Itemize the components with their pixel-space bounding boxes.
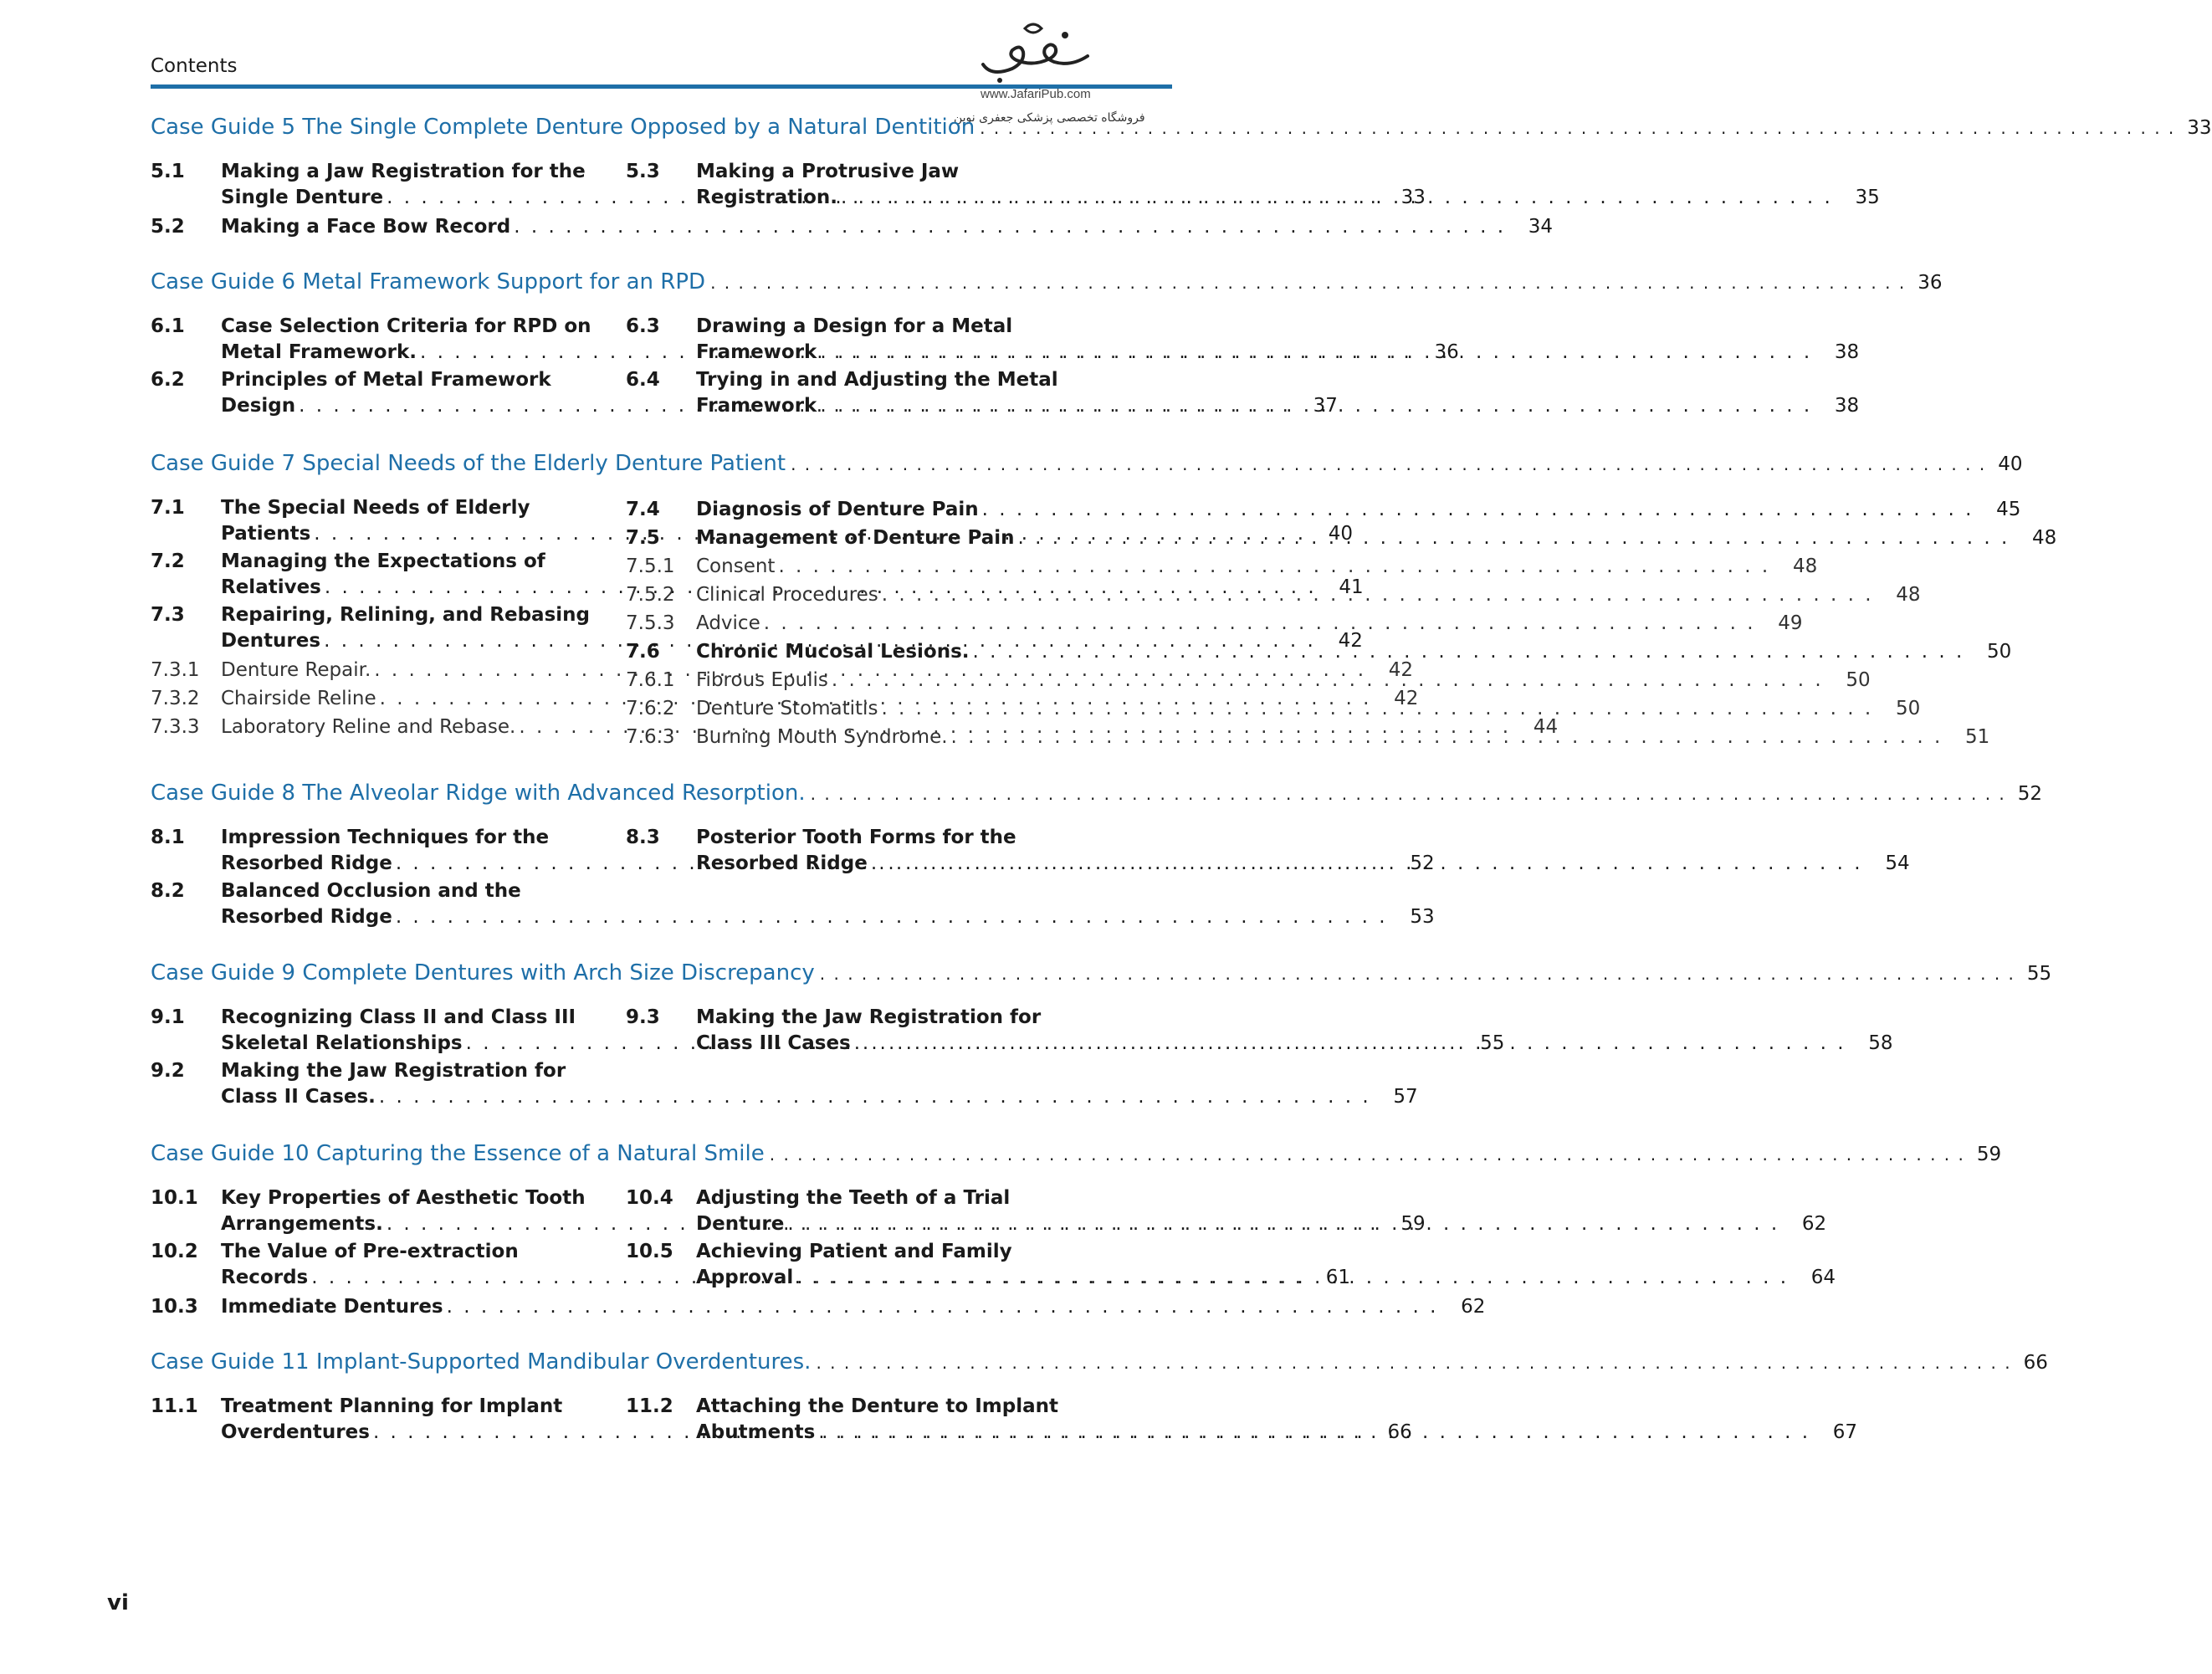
entry-number: 10.2 bbox=[151, 1241, 198, 1262]
leader-dots bbox=[881, 694, 1873, 723]
entry-page: 42 bbox=[1338, 630, 1363, 652]
entry-page: 52 bbox=[1410, 852, 1435, 874]
entry-page: 33 bbox=[1400, 187, 1426, 208]
leader-dots bbox=[951, 723, 1943, 751]
leader-dots bbox=[796, 1265, 1789, 1291]
toc-entry[interactable] bbox=[151, 212, 1554, 241]
toc-subentry[interactable] bbox=[626, 609, 1803, 637]
entry-title: Class II Cases. bbox=[221, 1086, 376, 1108]
case-guide-section bbox=[151, 1349, 2048, 1447]
entry-number: 7.6.1 bbox=[626, 669, 675, 691]
entry-title: Relatives bbox=[221, 576, 321, 598]
entry-page: 42 bbox=[1388, 659, 1414, 681]
entry-title: Dentures bbox=[221, 630, 321, 652]
entry-title-line1: Adjusting the Teeth of a Trial bbox=[696, 1187, 1011, 1209]
entry-number: 5.1 bbox=[151, 161, 185, 182]
entry-title: Metal Framework. bbox=[221, 341, 417, 363]
entry-number: 5.3 bbox=[626, 161, 660, 182]
case-guide-section bbox=[151, 1141, 2002, 1321]
entry-number: 7.5.3 bbox=[626, 612, 675, 634]
entry-title-line1: Making a Protrusive Jaw bbox=[696, 161, 960, 182]
case-guide-title: Case Guide 9 Complete Dentures with Arch Size Discrepancy bbox=[151, 960, 815, 985]
entry-title: Registration. bbox=[696, 187, 837, 208]
entry-page: 62 bbox=[1801, 1213, 1827, 1235]
case-guide-section bbox=[151, 451, 2057, 751]
leader-dots bbox=[980, 118, 2175, 138]
entry-page: 45 bbox=[1996, 499, 2021, 520]
entry-number: 7.3 bbox=[151, 604, 185, 626]
leader-dots bbox=[811, 784, 2006, 804]
case-guide-section bbox=[151, 269, 1943, 421]
entry-number: 5.2 bbox=[151, 216, 185, 238]
leader-dots bbox=[832, 666, 1824, 694]
entry-title-line1: Attaching the Denture to Implant bbox=[696, 1395, 1058, 1417]
entry-page: 62 bbox=[1461, 1296, 1486, 1318]
entry-title: Denture bbox=[696, 1213, 785, 1235]
entry-title-line1: The Value of Pre-extraction bbox=[221, 1241, 519, 1262]
case-guide-section bbox=[151, 960, 2052, 1112]
leader-dots bbox=[791, 454, 1986, 474]
entry-number: 10.1 bbox=[151, 1187, 198, 1209]
entry-page: 67 bbox=[1832, 1421, 1858, 1443]
publisher-logo-icon bbox=[975, 18, 1100, 85]
entry-number: 6.1 bbox=[151, 315, 185, 337]
entry-title-line1: Making the Jaw Registration for bbox=[696, 1006, 1042, 1028]
entry-title-line1: Repairing, Relining, and Rebasing bbox=[221, 604, 590, 626]
entry-title: Chairside Reline bbox=[221, 688, 376, 709]
entry-page: 49 bbox=[1778, 612, 1803, 634]
watermark-store-name: فروشگاه تخصصی پزشکی جعفری نوین bbox=[954, 111, 1145, 125]
entry-page: 42 bbox=[1394, 688, 1419, 709]
entry-number: 7.2 bbox=[151, 550, 185, 572]
case-guide-heading[interactable] bbox=[151, 1141, 2002, 1171]
entry-title: Laboratory Reline and Rebase. bbox=[221, 716, 516, 738]
page-folio: vi bbox=[107, 1590, 129, 1615]
leader-dots bbox=[1018, 524, 2010, 552]
entry-page: 40 bbox=[1328, 523, 1354, 545]
entry-title-line1: Managing the Expectations of bbox=[221, 550, 545, 572]
toc-entry[interactable] bbox=[151, 1293, 1486, 1321]
entry-title: Abutments bbox=[696, 1421, 816, 1443]
leader-dots bbox=[973, 637, 1965, 666]
entry-page: 64 bbox=[1810, 1267, 1836, 1288]
entry-title: Framework bbox=[696, 341, 817, 363]
case-guide-page: 33 bbox=[2187, 117, 2212, 139]
entry-page: 36 bbox=[1434, 341, 1459, 363]
entry-title-line1: Principles of Metal Framework bbox=[221, 369, 551, 391]
entry-page: 41 bbox=[1339, 576, 1364, 598]
entry-title-line1: Drawing a Design for a Metal bbox=[696, 315, 1013, 337]
entry-title-line1: Trying in and Adjusting the Metal bbox=[696, 369, 1058, 391]
entry-number: 7.5 bbox=[626, 527, 660, 549]
entry-number: 7.3.3 bbox=[151, 716, 200, 738]
entry-page: 53 bbox=[1410, 906, 1435, 928]
entry-number: 7.5.1 bbox=[626, 555, 675, 577]
case-guide-title: Case Guide 11 Implant-Supported Mandibular Overdentures. bbox=[151, 1349, 812, 1375]
entry-title: Resorbed Ridge bbox=[696, 852, 868, 874]
case-guide-heading[interactable] bbox=[151, 1349, 2048, 1380]
entry-number: 8.2 bbox=[151, 880, 185, 902]
case-guide-section bbox=[151, 781, 2043, 932]
case-guide-title: Case Guide 5 The Single Complete Denture Opposed by a Natural Dentition bbox=[151, 115, 975, 140]
entry-number: 11.2 bbox=[626, 1395, 673, 1417]
leader-dots bbox=[770, 1144, 1965, 1165]
entry-title: Arrangements. bbox=[221, 1213, 383, 1235]
entry-title-line1: Treatment Planning for Implant bbox=[221, 1395, 563, 1417]
entry-title: Management of Denture Pain bbox=[696, 527, 1015, 549]
entry-title-line1: Impression Techniques for the bbox=[221, 827, 550, 848]
entry-page: 37 bbox=[1313, 395, 1338, 417]
entry-title: Class III Cases bbox=[696, 1032, 851, 1054]
toc-entry[interactable] bbox=[626, 495, 2021, 524]
toc-subentry[interactable] bbox=[626, 552, 1818, 581]
entry-page: 35 bbox=[1855, 187, 1880, 208]
entry-title: Clinical Procedures bbox=[696, 584, 878, 606]
entry-number: 9.2 bbox=[151, 1060, 185, 1082]
toc-entry[interactable] bbox=[151, 1058, 1418, 1110]
entry-title: Single Denture bbox=[221, 187, 384, 208]
entry-number: 7.4 bbox=[626, 499, 660, 520]
entry-title-line1: Case Selection Criteria for RPD on bbox=[221, 315, 591, 337]
leader-dots bbox=[882, 581, 1874, 609]
entry-title: Advice bbox=[696, 612, 760, 634]
leader-dots bbox=[816, 1353, 2011, 1373]
entry-number: 10.4 bbox=[626, 1187, 673, 1209]
entry-number: 7.1 bbox=[151, 497, 185, 519]
entry-number: 7.6.2 bbox=[626, 698, 675, 719]
case-guide-heading[interactable] bbox=[151, 960, 2052, 991]
entry-number: 10.5 bbox=[626, 1241, 673, 1262]
entry-title: Skeletal Relationships bbox=[221, 1032, 463, 1054]
entry-title: Burning Mouth Syndrome. bbox=[696, 726, 948, 748]
case-guide-heading[interactable] bbox=[151, 269, 1943, 299]
entry-title: Framework bbox=[696, 395, 817, 417]
entry-page: 59 bbox=[1400, 1213, 1426, 1235]
leader-dots bbox=[841, 185, 1833, 211]
entry-page: 50 bbox=[1846, 669, 1871, 691]
entry-title: Overdentures bbox=[221, 1421, 370, 1443]
leader-dots bbox=[982, 495, 1974, 524]
leader-dots bbox=[820, 964, 2015, 984]
case-guide-title: Case Guide 6 Metal Framework Support for an RPD bbox=[151, 269, 706, 294]
leader-dots bbox=[764, 609, 1756, 637]
case-guide-page: 40 bbox=[1998, 453, 2023, 475]
leader-dots bbox=[820, 340, 1812, 366]
entry-title-line1: Posterior Tooth Forms for the bbox=[696, 827, 1016, 848]
entry-number: 7.6 bbox=[626, 641, 660, 663]
entry-number: 7.5.2 bbox=[626, 584, 675, 606]
entry-page: 61 bbox=[1325, 1267, 1351, 1288]
entry-title-line1: Making a Jaw Registration for the bbox=[221, 161, 586, 182]
entry-title-line1: Recognizing Class II and Class III bbox=[221, 1006, 576, 1028]
leader-dots bbox=[778, 552, 1770, 581]
entry-page: 48 bbox=[2032, 527, 2057, 549]
entry-page: 44 bbox=[1533, 716, 1559, 738]
entry-title: Resorbed Ridge bbox=[221, 852, 392, 874]
entry-number: 6.2 bbox=[151, 369, 185, 391]
entry-title: Diagnosis of Denture Pain bbox=[696, 499, 979, 520]
case-guide-title: Case Guide 10 Capturing the Essence of a Natural Smile bbox=[151, 1141, 765, 1166]
entry-title-line1: Key Properties of Aesthetic Tooth bbox=[221, 1187, 586, 1209]
entry-number: 7.3.2 bbox=[151, 688, 200, 709]
case-guide-title: Case Guide 8 The Alveolar Ridge with Advanced Resorption. bbox=[151, 781, 806, 806]
leader-dots bbox=[818, 1420, 1810, 1446]
entry-page: 38 bbox=[1834, 395, 1860, 417]
running-head: Contents bbox=[151, 55, 238, 77]
entry-number: 11.1 bbox=[151, 1395, 198, 1417]
toc-entry[interactable] bbox=[151, 878, 1435, 930]
entry-page: 34 bbox=[1528, 216, 1554, 238]
case-guide-page: 36 bbox=[1918, 272, 1943, 294]
entry-title: Immediate Dentures bbox=[221, 1296, 443, 1318]
entry-number: 6.3 bbox=[626, 315, 660, 337]
entry-title: Denture Repair. bbox=[221, 659, 371, 681]
entry-number: 9.1 bbox=[151, 1006, 185, 1028]
entry-title: Design bbox=[221, 395, 296, 417]
entry-number: 7.6.3 bbox=[626, 726, 675, 748]
entry-page: 50 bbox=[1895, 698, 1921, 719]
entry-title-line1: The Special Needs of Elderly bbox=[221, 497, 530, 519]
entry-page: 38 bbox=[1834, 341, 1860, 363]
entry-number: 8.3 bbox=[626, 827, 660, 848]
entry-number: 8.1 bbox=[151, 827, 185, 848]
entry-title: Fibrous Epulis bbox=[696, 669, 828, 691]
entry-title: Making a Face Bow Record bbox=[221, 216, 511, 238]
entry-title: Consent bbox=[696, 555, 776, 577]
entry-page: 57 bbox=[1393, 1086, 1418, 1108]
entry-title: Records bbox=[221, 1267, 309, 1288]
entry-page: 54 bbox=[1885, 852, 1910, 874]
case-guide-heading[interactable] bbox=[151, 781, 2043, 811]
entry-title-line1: Making the Jaw Registration for bbox=[221, 1060, 566, 1082]
case-guide-page: 55 bbox=[2026, 963, 2052, 985]
entry-title: Approval bbox=[696, 1267, 794, 1288]
entry-page: 48 bbox=[1792, 555, 1818, 577]
case-guide-heading[interactable] bbox=[151, 451, 2023, 481]
entry-number: 7.3.1 bbox=[151, 659, 200, 681]
entry-title: Denture Stomatitis bbox=[696, 698, 878, 719]
leader-dots bbox=[854, 1031, 1846, 1057]
entry-title-line1: Balanced Occlusion and the bbox=[221, 880, 521, 902]
case-guide-page: 59 bbox=[1976, 1144, 2002, 1165]
entry-page: 48 bbox=[1896, 584, 1921, 606]
entry-number: 9.3 bbox=[626, 1006, 660, 1028]
entry-page: 51 bbox=[1965, 726, 1990, 748]
entry-title: Resorbed Ridge bbox=[221, 906, 392, 928]
entry-page: 55 bbox=[1480, 1032, 1505, 1054]
leader-dots bbox=[871, 851, 1863, 877]
entry-page: 66 bbox=[1387, 1421, 1412, 1443]
entry-title: Patients bbox=[221, 523, 311, 545]
leader-dots bbox=[710, 273, 1906, 293]
entry-title-line1: Achieving Patient and Family bbox=[696, 1241, 1012, 1262]
case-guide-page: 66 bbox=[2023, 1352, 2048, 1374]
case-guide-page: 52 bbox=[2017, 783, 2043, 805]
leader-dots bbox=[820, 393, 1812, 419]
entry-title: Chronic Mucosal Lesions. bbox=[696, 641, 970, 663]
entry-page: 58 bbox=[1868, 1032, 1893, 1054]
entry-number: 10.3 bbox=[151, 1296, 198, 1318]
entry-number: 6.4 bbox=[626, 369, 660, 391]
watermark-url: www.JafariPub.com bbox=[981, 87, 1091, 101]
case-guide-title: Case Guide 7 Special Needs of the Elderly Denture Patient bbox=[151, 451, 786, 476]
leader-dots bbox=[787, 1211, 1779, 1237]
entry-page: 50 bbox=[1987, 641, 2012, 663]
